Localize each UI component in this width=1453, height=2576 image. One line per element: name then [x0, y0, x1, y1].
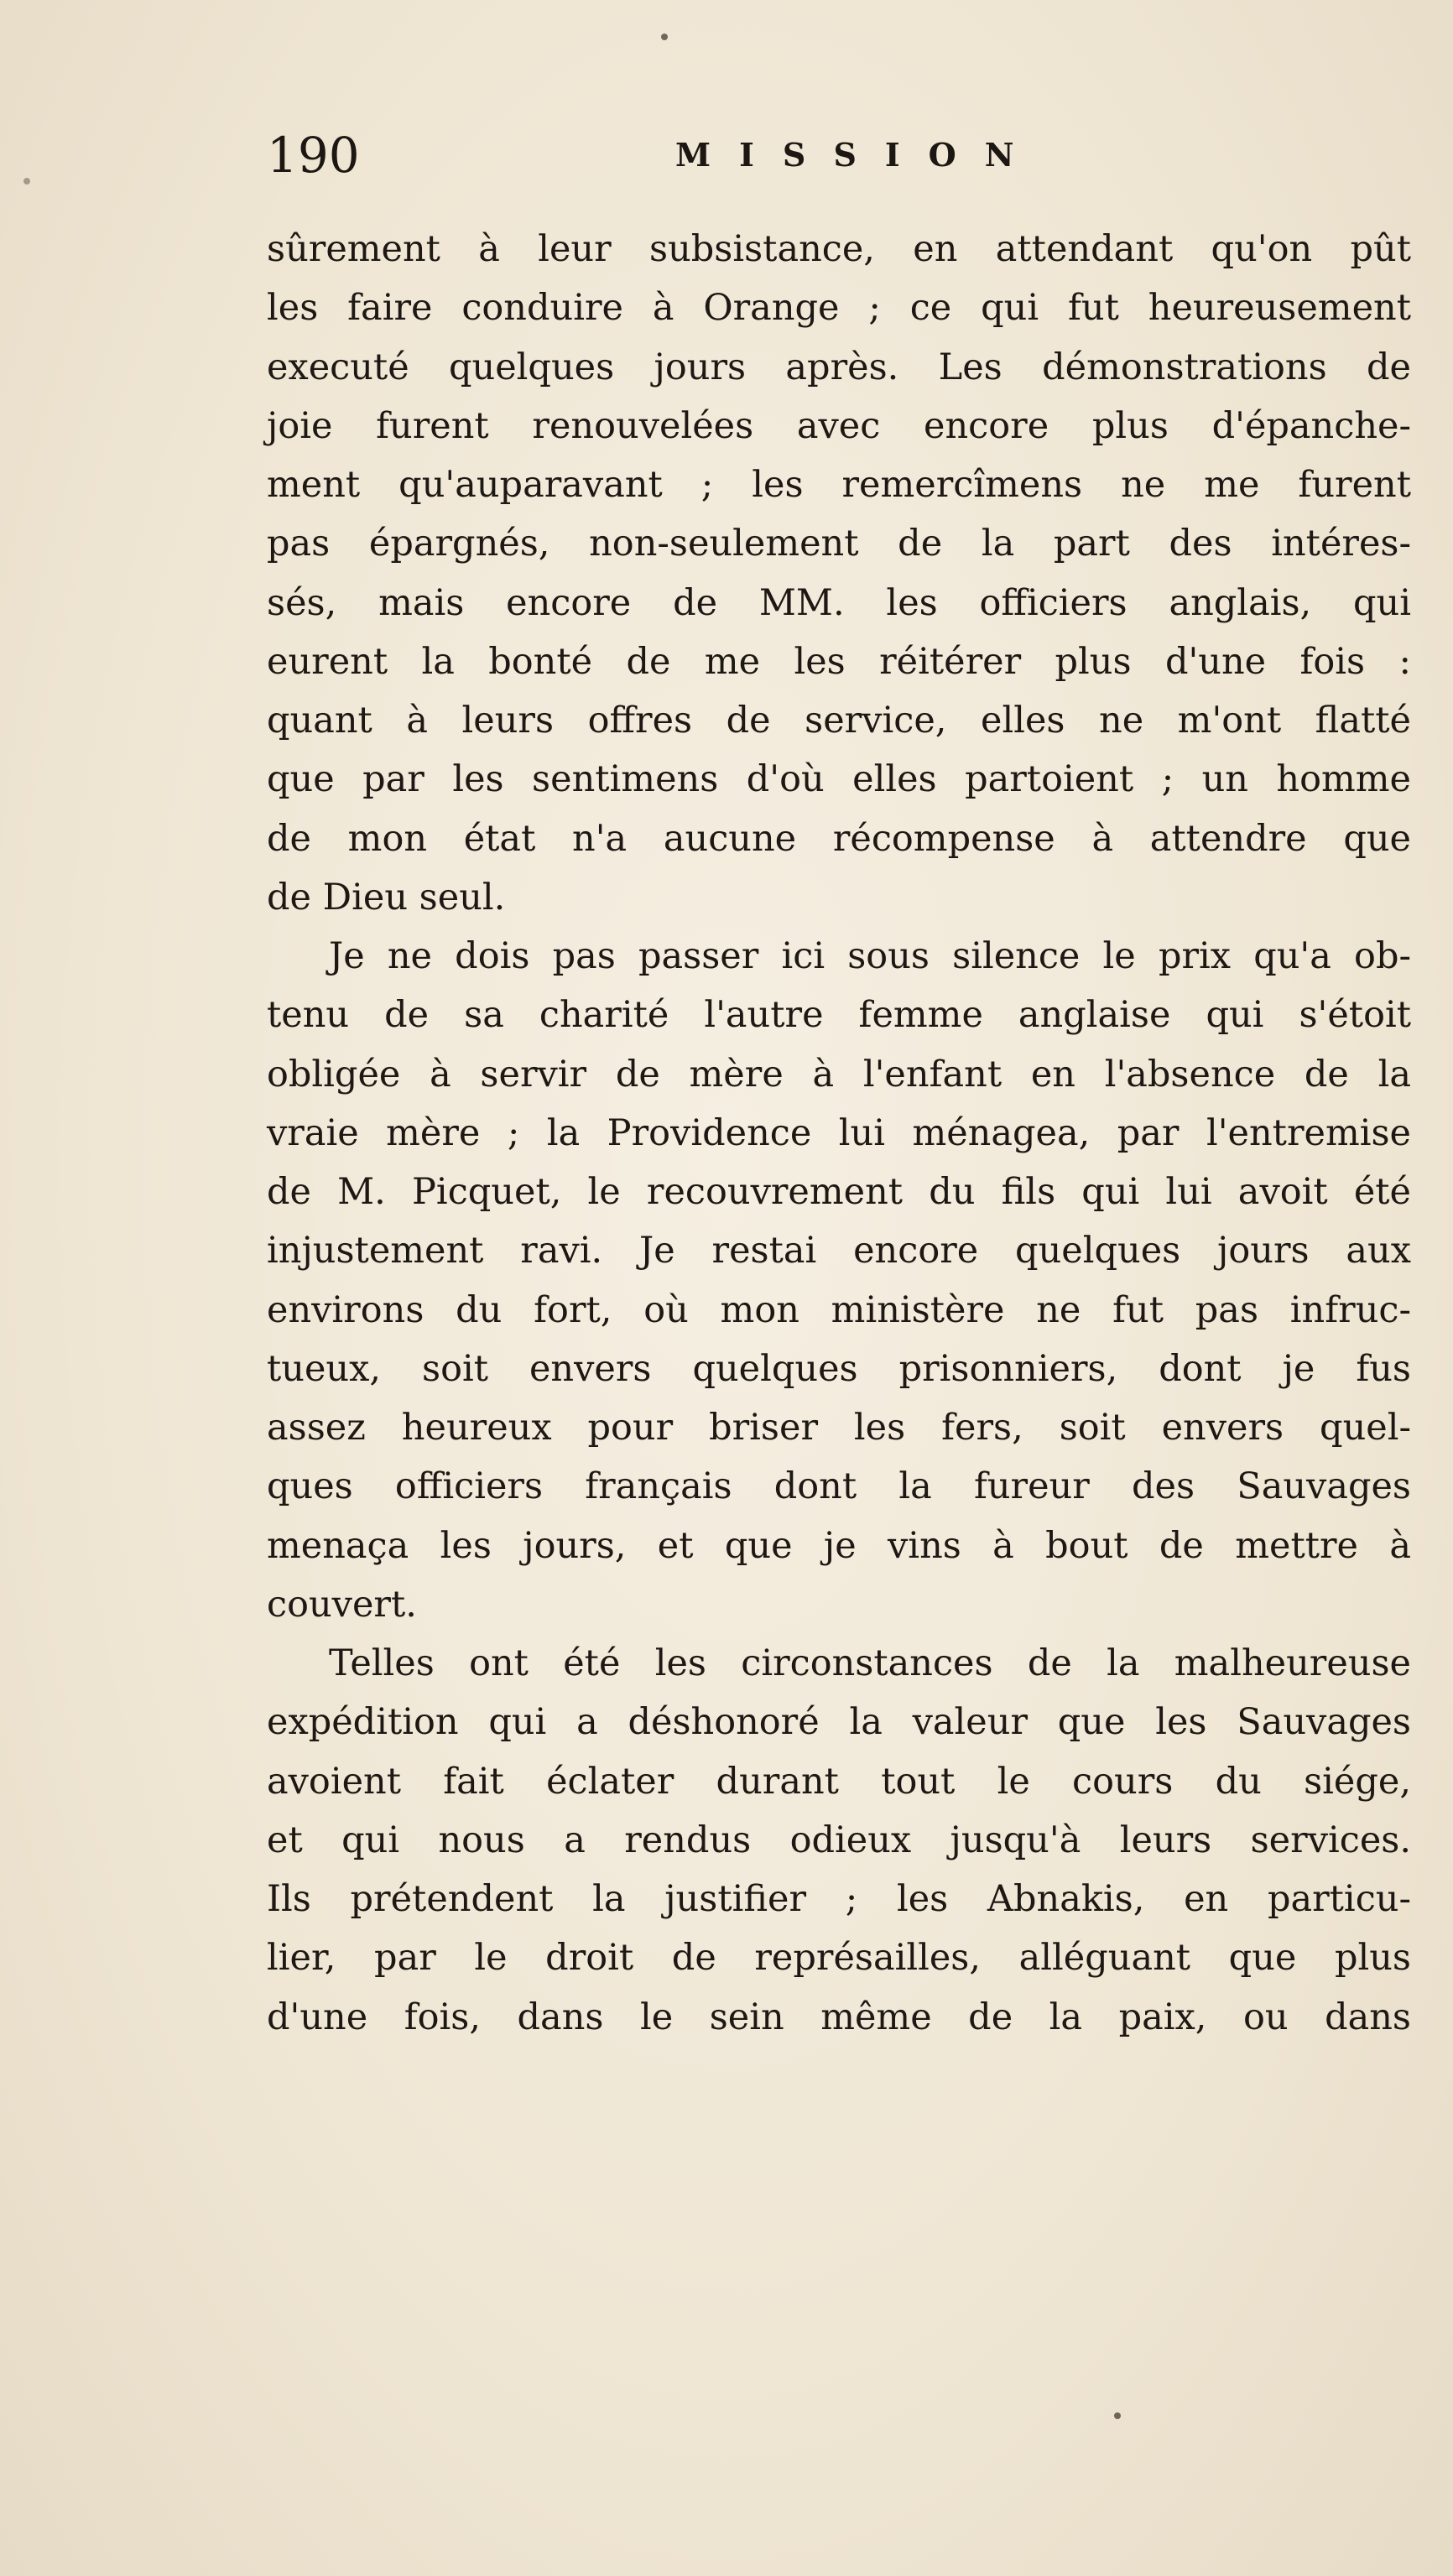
paragraph-3 — [267, 1634, 1411, 2047]
ink-speck — [1114, 2412, 1121, 2419]
text-line: eurent la bonté de me les réitérer plus d'une fois : — [267, 640, 1411, 683]
text-line: d'une fois, dans le sein même de la paix, ou dans — [267, 1996, 1411, 2038]
text-line: executé quelques jours après. Les démonstrations de — [267, 346, 1411, 388]
text-line: les faire conduire à Orange ; ce qui fut heureusement — [267, 287, 1411, 330]
text-line: obligée à servir de mère à l'enfant en l'absence de la — [267, 1053, 1411, 1095]
text-line: que par les sentimens d'où elles partoient ; un homme — [267, 758, 1411, 801]
text-line: injustement ravi. Je restai encore quelques jours aux — [267, 1230, 1411, 1272]
text-line: Telles ont été les circonstances de la malheureuse — [329, 1642, 1411, 1684]
text-line: joie furent renouvelées avec encore plus d'épanche- — [267, 404, 1411, 447]
text-line: sûrement à leur subsistance, en attendant qu'on pût — [267, 228, 1411, 270]
text-line: ques officiers français dont la fureur des Sauvages — [267, 1465, 1411, 1508]
text-line: pas épargnés, non-seulement de la part des intéres- — [267, 523, 1411, 565]
paragraph-2 — [267, 927, 1411, 1634]
text-line: couvert. — [267, 1583, 417, 1626]
text-line: de mon état n'a aucune récompense à attendre que — [267, 817, 1411, 860]
text-line: tueux, soit envers quelques prisonniers, dont je fus — [267, 1347, 1411, 1390]
body-text — [267, 220, 1411, 2047]
text-line: et qui nous a rendus odieux jusqu'à leurs services. — [267, 1819, 1411, 1861]
text-line: de M. Picquet, le recouvrement du fils qui lui avoit été — [267, 1171, 1411, 1213]
text-line: de Dieu seul. — [267, 876, 506, 919]
page-header — [267, 126, 1441, 185]
text-line: Ils prétendent la justifier ; les Abnakis, en particu- — [267, 1878, 1411, 1920]
text-line: expédition qui a déshonoré la valeur que les Sauvages — [267, 1701, 1411, 1744]
ink-speck — [661, 34, 668, 40]
text-line: sés, mais encore de MM. les officiers anglais, qui — [267, 581, 1411, 624]
text-line: ment qu'auparavant ; les remercîmens ne me furent — [267, 464, 1411, 506]
text-line: vraie mère ; la Providence lui ménagea, par l'entremise — [267, 1111, 1411, 1154]
text-line: avoient fait éclater durant tout le cours du siége, — [267, 1760, 1411, 1803]
text-line: Je ne dois pas passer ici sous silence le prix qu'a ob- — [329, 935, 1411, 977]
text-line: quant à leurs offres de service, elles ne m'ont flatté — [267, 700, 1411, 742]
text-line: environs du fort, où mon ministère ne fut pas infruc- — [267, 1288, 1411, 1331]
text-line: lier, par le droit de représailles, alléguant que plus — [267, 1937, 1411, 1980]
page-number: 190 — [267, 127, 360, 184]
text-line: menaça les jours, et que je vins à bout de mettre à — [267, 1524, 1411, 1567]
running-head: MISSION — [675, 136, 1043, 174]
ink-speck — [23, 178, 30, 185]
text-line: tenu de sa charité l'autre femme anglaise qui s'étoit — [267, 994, 1411, 1037]
text-line: assez heureux pour briser les fers, soit envers quel- — [267, 1407, 1411, 1449]
paragraph-1 — [267, 220, 1411, 927]
